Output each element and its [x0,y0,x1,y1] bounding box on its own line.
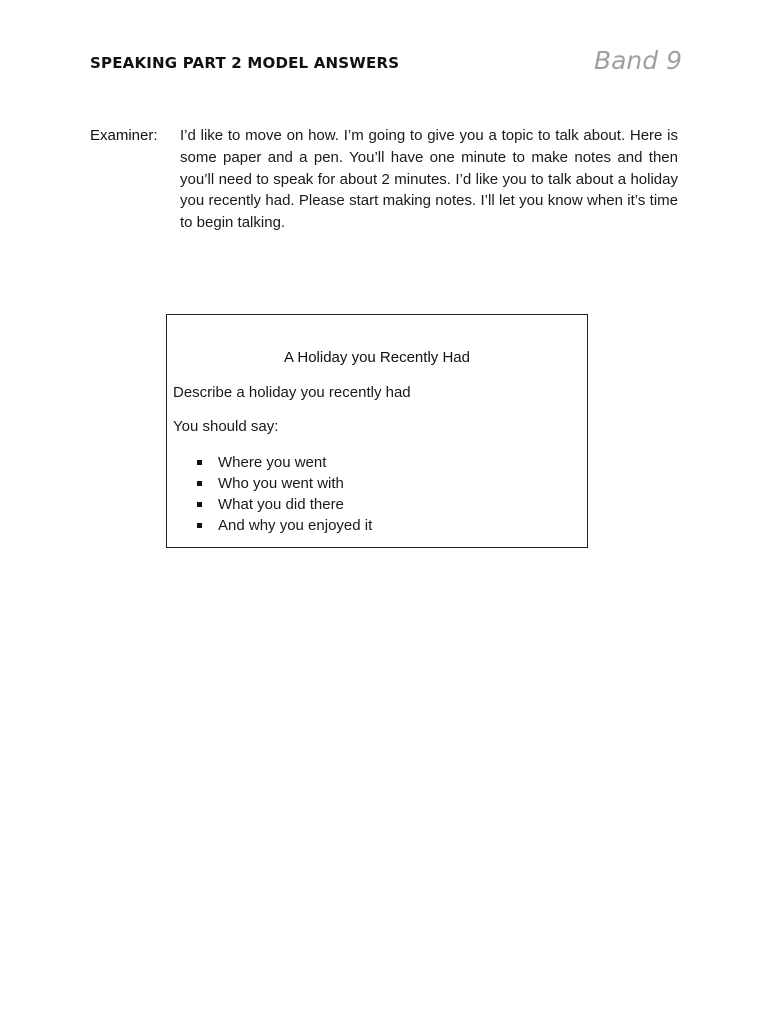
cue-card-title: A Holiday you Recently Had [284,349,470,366]
cue-card-point [195,473,372,494]
cue-card-point [195,452,372,473]
cue-card-point-text: Who you went with [218,475,344,492]
cue-card-point [195,494,372,515]
cue-card-point-text: And why you enjoyed it [218,517,373,534]
square-bullet-icon [197,502,202,507]
cue-card-point-text: What you did there [218,496,344,513]
square-bullet-icon [197,460,202,465]
square-bullet-icon [197,523,202,528]
examiner-label: Examiner: [90,127,158,144]
cue-card-points [195,452,372,536]
cue-card-point-text: Where you went [218,454,327,471]
square-bullet-icon [197,481,202,486]
cue-card-point [195,515,372,536]
cue-card-should-say: You should say: [173,418,279,435]
cue-card-instruction: Describe a holiday you recently had [173,384,411,401]
band-label: Band 9 [593,46,682,75]
examiner-text: I’d like to move on how. I’m going to give you a topic to talk about. Here is some paper and a pen. You’ll have one minute to make notes and then you’ll need to speak for about 2 minutes. I’d like you to talk about a holiday you recently had. Please start making notes. I’ll let you know when it’s time to begin talking. [180,127,678,232]
cue-card [166,314,588,548]
document-title: SPEAKING PART 2 MODEL ANSWERS [90,54,400,72]
